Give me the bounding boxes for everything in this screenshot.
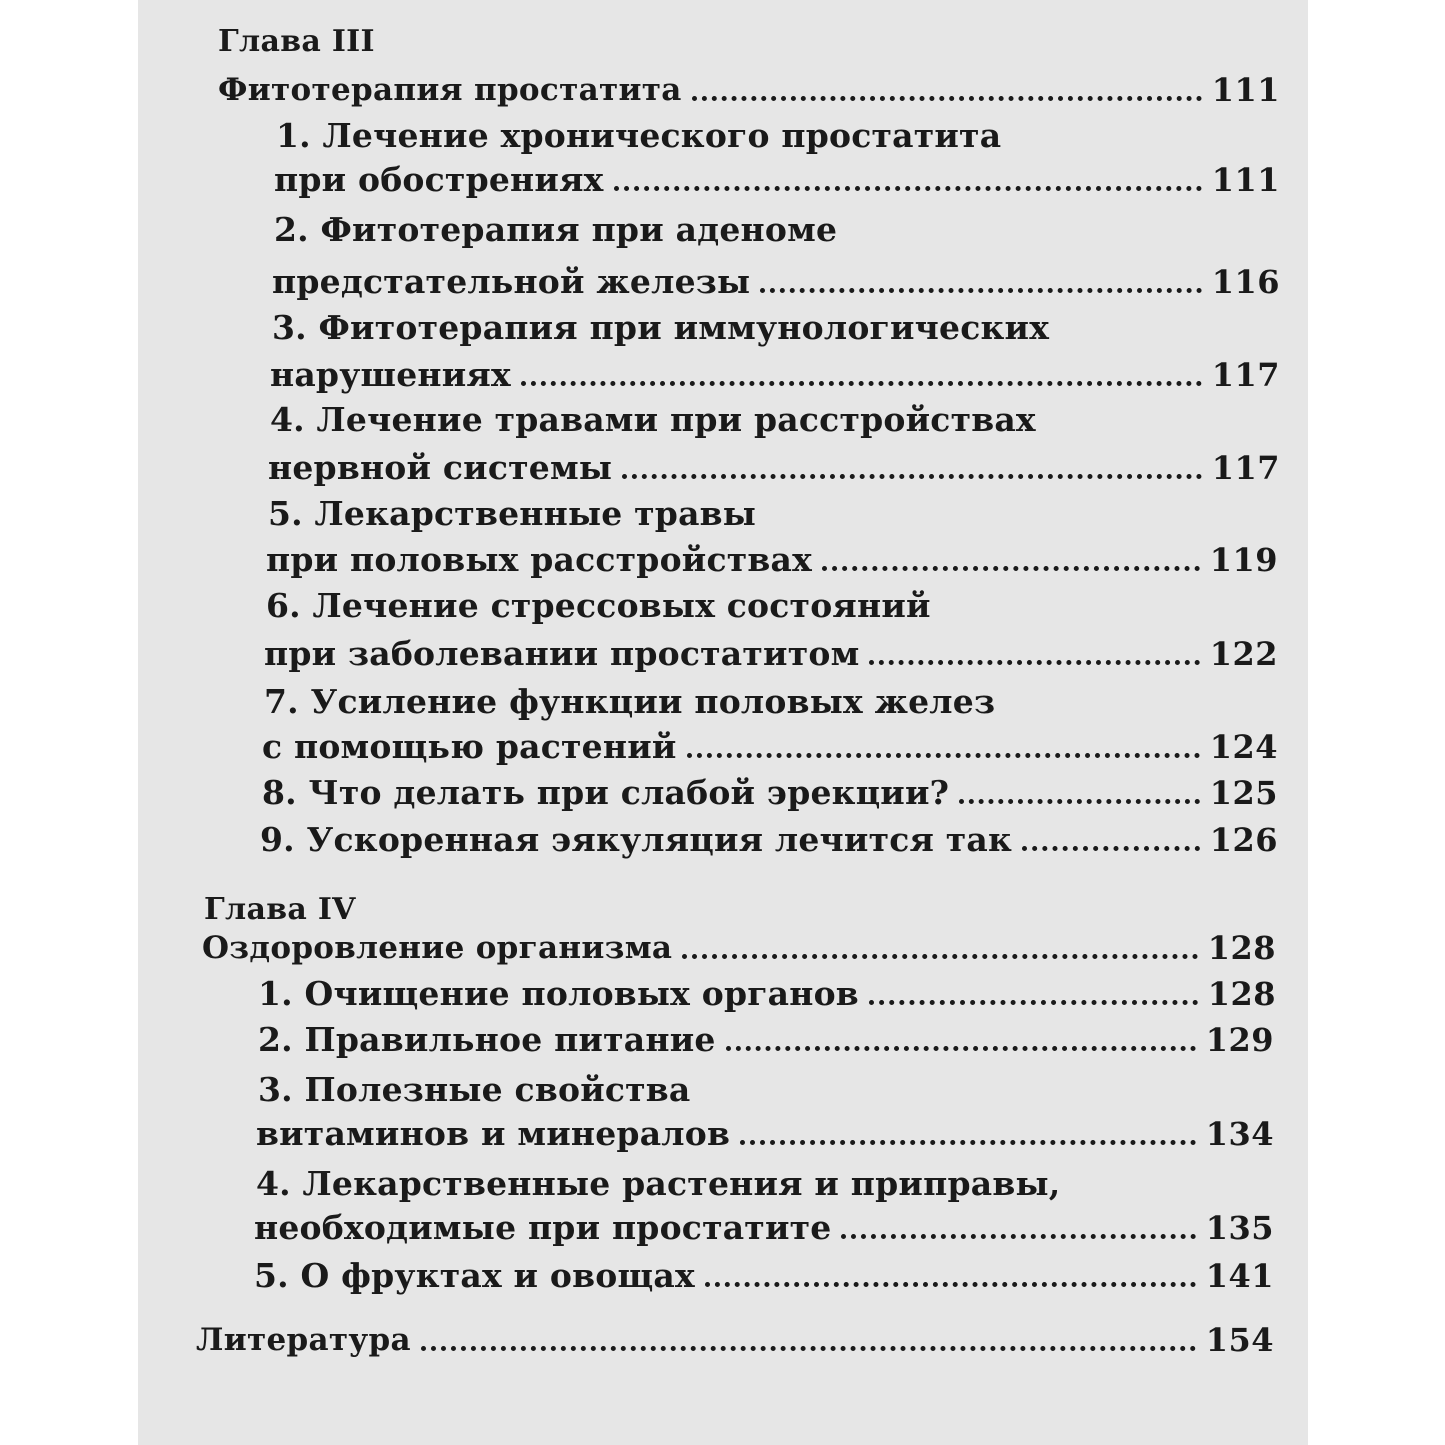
dot-leader — [726, 1046, 1196, 1051]
dot-leader — [869, 660, 1199, 665]
dot-leader — [841, 1234, 1195, 1239]
toc-item-entry[interactable] — [266, 540, 1278, 580]
dot-leader — [421, 1346, 1196, 1351]
toc-item-entry[interactable] — [262, 773, 1278, 813]
toc-item-entry[interactable] — [274, 160, 1280, 200]
toc-item-line1: 5. О фруктах и овощах — [254, 1256, 695, 1295]
dot-leader — [682, 954, 1197, 959]
toc-item-line2: витаминов и минералов — [256, 1114, 731, 1153]
chapter4-title-entry[interactable] — [202, 928, 1276, 968]
toc-item-entry[interactable] — [254, 1208, 1274, 1248]
toc-item-entry[interactable] — [268, 448, 1280, 488]
toc-item-line1: 1. Лечение хронического простатита — [276, 116, 1002, 155]
page-number: 125 — [1209, 774, 1278, 812]
toc-item-line2: при заболевании простатитом — [264, 634, 860, 673]
dot-leader — [692, 96, 1202, 101]
toc-item-entry[interactable] — [262, 727, 1278, 767]
literature-entry[interactable] — [196, 1320, 1274, 1360]
toc-item-line1: 6. Лечение стрессовых состояний — [266, 586, 931, 625]
toc-item-line1: 9. Ускоренная эякуляция лечится так — [260, 820, 1013, 859]
toc-item-line2: при половых расстройствах — [266, 540, 812, 579]
page-number: 126 — [1209, 821, 1278, 859]
page-number: 116 — [1211, 263, 1280, 301]
page-number: 124 — [1209, 728, 1278, 766]
toc-item-line2: предстательной железы — [272, 262, 751, 301]
toc-item-line1: 8. Что делать при слабой эрекции? — [262, 773, 950, 812]
chapter3-title-entry[interactable] — [218, 70, 1280, 110]
page-number: 135 — [1205, 1209, 1274, 1247]
toc-item-entry[interactable] — [254, 1256, 1274, 1296]
dot-leader — [740, 1140, 1196, 1145]
dot-leader — [614, 186, 1202, 191]
toc-item-line2: нервной системы — [268, 448, 613, 487]
literature-title: Литература — [196, 1322, 411, 1358]
dot-leader — [687, 753, 1200, 758]
toc-item-line1: 1. Очищение половых органов — [258, 974, 859, 1013]
page-number: 117 — [1211, 449, 1280, 487]
toc-item-entry[interactable] — [270, 355, 1280, 395]
toc-item-line2: необходимые при простатите — [254, 1208, 832, 1247]
chapter4-label: Глава IV — [204, 892, 356, 927]
dot-leader — [1022, 846, 1200, 851]
toc-item-line1: 4. Лекарственные растения и приправы, — [256, 1164, 1061, 1203]
dot-leader — [622, 474, 1202, 479]
book-page — [138, 0, 1308, 1445]
chapter3-label: Глава III — [218, 24, 375, 59]
toc-item-entry[interactable] — [260, 820, 1278, 860]
toc-item-line1: 3. Фитотерапия при иммунологических — [272, 308, 1050, 347]
toc-item-line1: 2. Фитотерапия при аденоме — [274, 210, 838, 249]
toc-item-line2: при обострениях — [274, 160, 604, 199]
page-number: 128 — [1207, 929, 1276, 967]
toc-item-line1: 3. Полезные свойства — [258, 1070, 691, 1109]
dot-leader — [822, 566, 1200, 571]
page-number: 134 — [1205, 1115, 1274, 1153]
toc-item-line2: с помощью растений — [262, 727, 677, 766]
toc-item-entry[interactable] — [258, 1020, 1274, 1060]
toc-item-entry[interactable] — [256, 1114, 1274, 1154]
chapter4-title: Оздоровление организма — [202, 930, 673, 966]
page-number: 128 — [1207, 975, 1276, 1013]
toc-item-entry[interactable] — [272, 262, 1280, 302]
toc-item-entry[interactable] — [264, 634, 1278, 674]
page-number: 119 — [1209, 541, 1278, 579]
dot-leader — [869, 1000, 1198, 1005]
page-number: 117 — [1211, 356, 1280, 394]
toc-item-line1: 4. Лечение травами при расстройствах — [270, 400, 1036, 439]
page-number: 129 — [1205, 1021, 1274, 1059]
toc-item-line2: нарушениях — [270, 355, 511, 394]
page-number: 111 — [1211, 161, 1280, 199]
dot-leader — [705, 1282, 1196, 1287]
page-number: 141 — [1205, 1257, 1274, 1295]
dot-leader — [959, 799, 1200, 804]
dot-leader — [760, 288, 1201, 293]
page-number: 154 — [1205, 1321, 1274, 1359]
toc-item-line1: 5. Лекарственные травы — [268, 494, 757, 533]
chapter3-title: Фитотерапия простатита — [218, 72, 682, 108]
toc-item-line1: 7. Усиление функции половых желез — [264, 682, 996, 721]
toc-item-entry[interactable] — [258, 974, 1276, 1014]
page-number: 122 — [1209, 635, 1278, 673]
page-number: 111 — [1211, 71, 1280, 109]
dot-leader — [521, 381, 1202, 386]
toc-item-line1: 2. Правильное питание — [258, 1020, 716, 1059]
